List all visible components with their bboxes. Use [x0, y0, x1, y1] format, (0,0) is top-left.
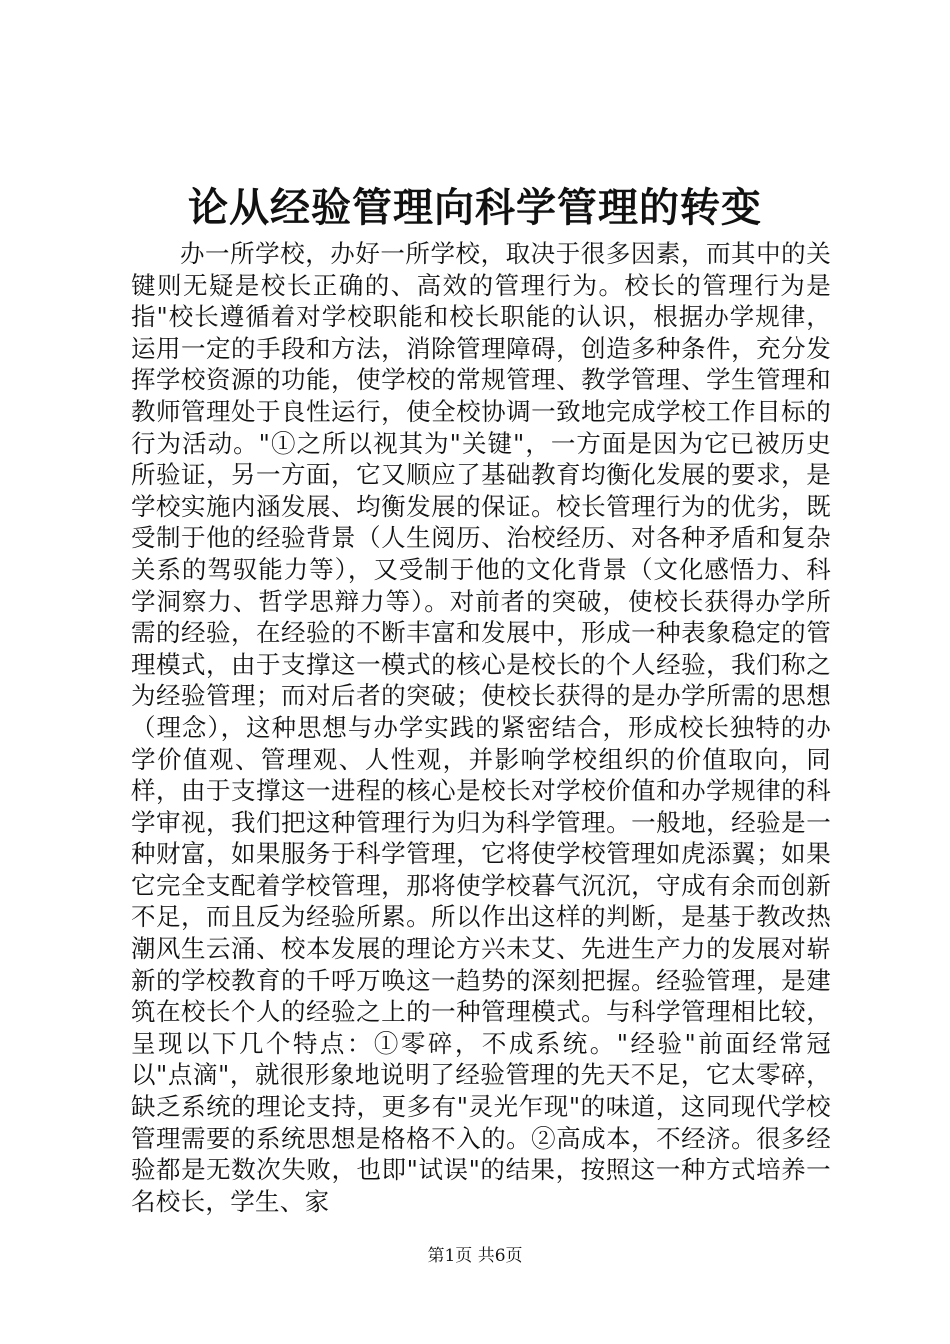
body-paragraph: 办一所学校，办好一所学校，取决于很多因素，而其中的关键则无疑是校长正确的、高效的管理行为。校长的管理行为是指"校长遵循着对学校职能和校长职能的认识，根据办学规律，运用一定的手段和方法，消除管理障碍，创造多种条件，充分发挥学校资源的功能，使学校的常规管理、教学管理、学生管理和教师管理处于良性运行，使全校协调一致地完成学校工作目标的行为活动。"①之所以视其为"关键"，一方面是因为它已被历史所验证，另一方面，它又顺应了基础教育均衡化发展的要求，是学校实施内涵发展、均衡发展的保证。校长管理行为的优劣，既受制于他的经验背景（人生阅历、治校经历、对各种矛盾和复杂关系的驾驭能力等），又受制于他的文化背景（文化感悟力、科学洞察力、哲学思辩力等）。对前者的突破，使校长获得办学所需的经验，在经验的不断丰富和发展中，形成一种表象稳定的管理模式，由于支撑这一模式的核心是校长的个人经验，我们称之为经验管理；而对后者的突破；使校长获得的是办学所需的思想（理念），这种思想与办学实践的紧密结合，形成校长独特的办学价值观、管理观、人性观，并影响学校组织的价值取向，同样，由于支撑这一进程的核心是校长对学校价值和办学规律的科学审视，我们把这种管理行为归为科学管理。一般地，经验是一种财富，如果服务于科学管理，它将使学校管理如虎添翼；如果它完全支配着学校管理，那将使学校暮气沉沉，守成有余而创新不足，而且反为经验所累。所以作出这样的判断，是基于教改热潮风生云涌、校本发展的理论方兴未艾、先进生产力的发展对崭新的学校教育的千呼万唤这一趋势的深刻把握。经验管理，是建筑在校长个人的经验之上的一种管理模式。与科学管理相比较，呈现以下几个特点：①零碎，不成系统。"经验"前面经常冠以"点滴"，就很形象地说明了经验管理的先天不足，它太零碎，缺乏系统的理论支持，更多有"灵光乍现"的味道，这同现代学校管理需要的系统思想是格格不入的。②高成本，不经济。很多经验都是无数次失败，也即"试误"的结果，按照这一种方式培养一名校长，学生、家 — [131, 239, 831, 1216]
document-title: 论从经验管理向科学管理的转变 — [188, 184, 762, 231]
page-footer: 第1页 共6页 — [427, 1246, 523, 1266]
